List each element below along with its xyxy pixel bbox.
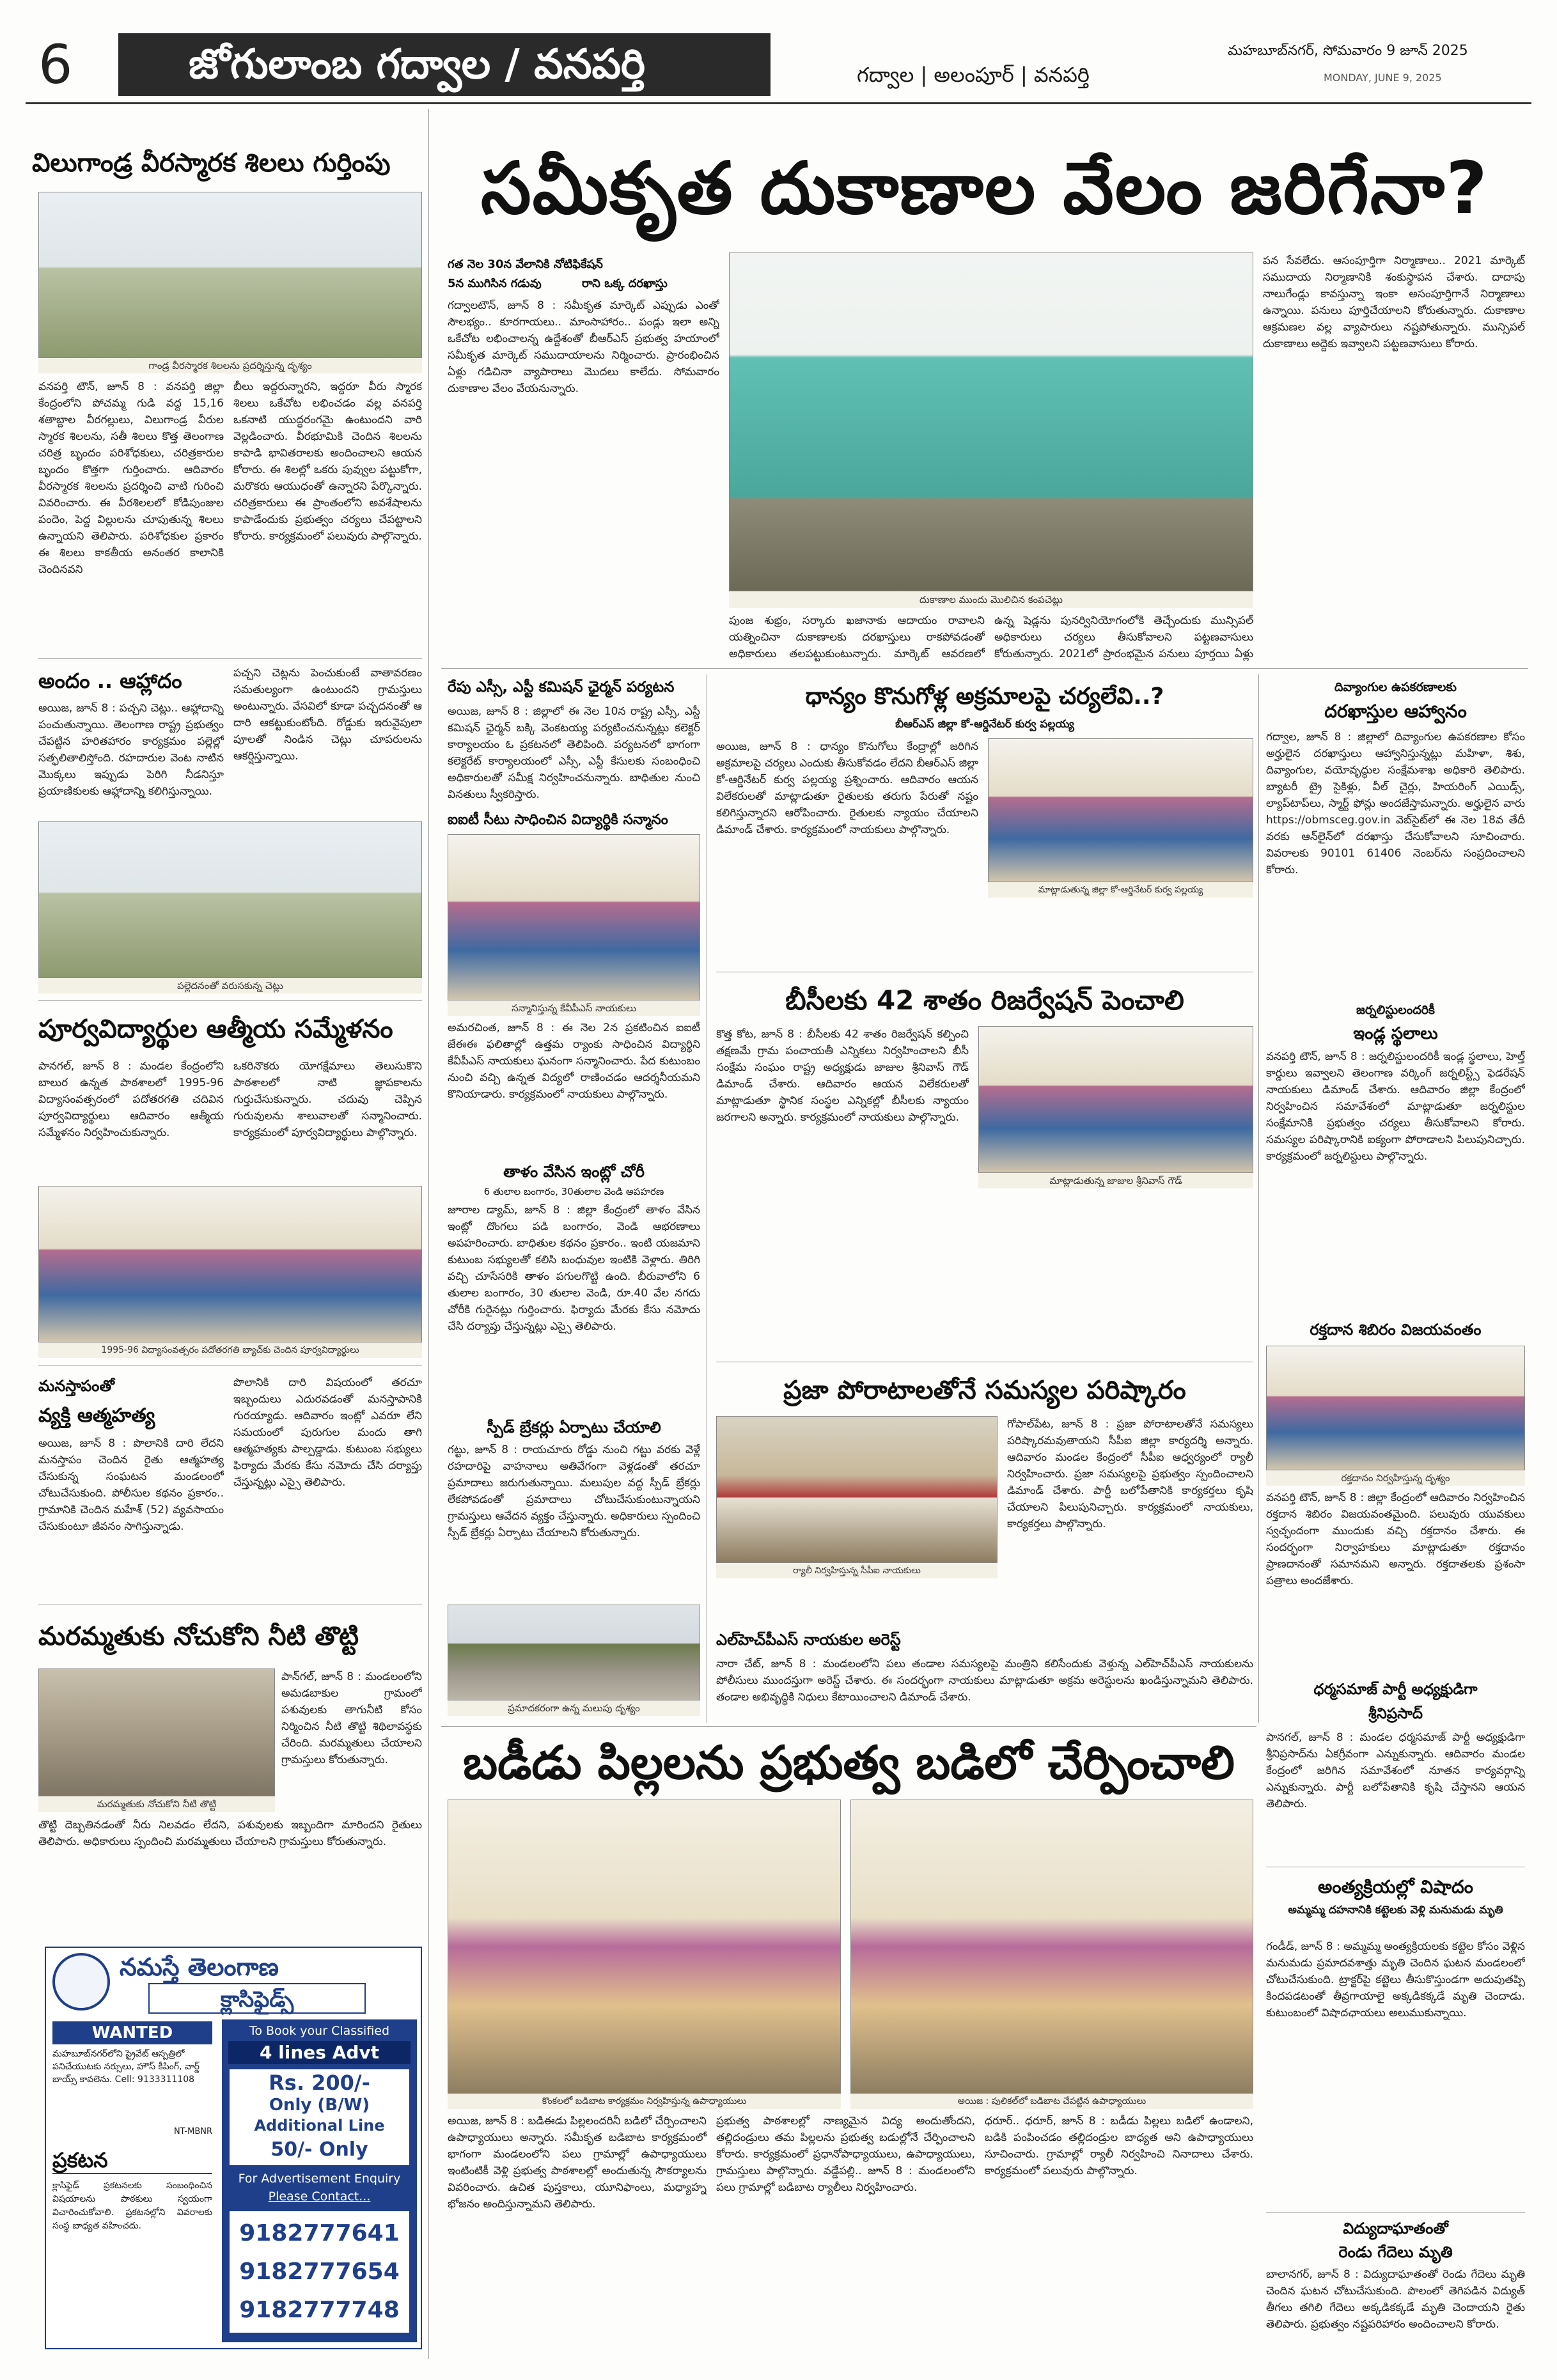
divider	[1258, 674, 1259, 1723]
price-note: Only (B/W)	[269, 2096, 370, 2115]
bc42-caption: మాట్లాడుతున్న జాజుల శ్రీనివాస్ గౌడ్	[978, 1173, 1253, 1188]
electric-headline: విద్యుదాఘాతంతో	[1343, 2220, 1448, 2237]
story4-headline: వ్యక్తి ఆత్మహత్య	[38, 1404, 155, 1427]
story3-col2: ఒకరినొకరు యోగక్షేమాలు తెలుసుకొని పాఠశాలలో నాటి జ్ఞాపకాలను గుర్తుచేసుకున్నారు. చదువు చెప్పిన గురువులను శాలువాలతో సన్మానించారు. కార్యక్రమంలో పూర్వవిద్యార్థులు పాల్గొన్నారు.	[233, 1060, 422, 1139]
subregions: గద్వాల | అలంపూర్ | వనపర్తి	[857, 63, 1090, 87]
story4-col2: పొలానికి దారి విషయంలో తరచూ ఇబ్బందులు ఎదురవడంతో మనస్తాపానికి గురయ్యాడు. ఆదివారం ఇంట్లో ఎవరూ లేని సమయంలో పురుగుల మందు తాగి ఆత్మహత్యకు పాల్పడ్డాడు. కుటుంబ సభ్యులు ఫిర్యాదు మేరకు కేసు నమోదు చేసి దర్యాప్తు చేస్తున్నట్లు ఎస్సై తెలిపారు.	[233, 1376, 422, 1489]
school-col3: ధరూర్.. ధరూర్, జూన్ 8 : బడీడు పిల్లలు బడిలో ఉండాలని, బడికి పంపించడం తల్లిదండ్రుల బాధ్యత అని ఉపాధ్యాయులు సూచించారు. గ్రామాల్లో ర్యాలీ నిర్వహించి నినాదాలు చేశారు. కార్యక్రమంలో పలువురు పాల్గొన్నారు.	[985, 2115, 1253, 2177]
phone-number[interactable]: 9182777654	[239, 2259, 400, 2285]
price-block	[230, 2069, 409, 2165]
story5-caption: మరమ్మతుకు నోచుకోని నీటి తొట్టి	[38, 1796, 275, 1812]
houses-text: వనపర్తి టౌన్, జూన్ 8 : జర్నలిస్టులందరికీ ఇండ్ల స్థలాలు, హెల్త్ కార్డులు ఇవ్వాలని తెలంగాణ వర్కింగ్ జర్నలిస్ట్స్ ఫెడరేషన్ నాయకులు డిమాండ్ చేశారు. ఆదివారం జిల్లా కేంద్రంలో నిర్వహించిన సమావేశంలో మాట్లాడుతూ జర్నలిస్టుల సంక్షేమానికి ప్రభుత్వం చర్యలు తీసుకోవాలని కోరారు. సమస్యల పరిష్కారానికి ఐక్యంగా పోరాడాలని పిలుపునిచ్చారు. కార్యక్రమంలో జర్నలిస్టులు పాల్గొన్నారు.	[1266, 1050, 1525, 1163]
phone-number[interactable]: 9182777641	[239, 2220, 400, 2246]
iit-headline: ఐఐటీ సీటు సాధించిన విద్యార్థికి సన్మానం	[448, 812, 668, 828]
main-headline: సమీకృత దుకాణాల వేలం జరిగేనా?	[480, 147, 1489, 230]
blood-caption: రక్తదానం నిర్వహిస్తున్న దృశ్యం	[1266, 1470, 1525, 1486]
date-english: MONDAY, JUNE 9, 2025	[1324, 72, 1442, 84]
district-title: జోగులాంబ గద్వాల / వనపర్తి	[189, 41, 645, 88]
masthead	[26, 33, 1531, 96]
story5-photo	[38, 1668, 275, 1796]
story2-col1: అయిజ, జూన్ 8 : పచ్చని చెట్లు.. ఆహ్లాదాన్ని పంచుతున్నాయి. తెలంగాణ రాష్ట్ర ప్రభుత్వం చేపట్టిన హరితహారం కార్యక్రమం పల్లెల్లో సత్ఫలితాలిస్తోంది. రహదారుల వెంట నాటిన మొక్కలు ఇప్పుడు పెరిగి నీడనిస్తూ ప్రయాణికులకు ఆహ్లాదాన్ని కలిగిస్తున్నాయి.	[38, 702, 224, 798]
price-additional: Additional Line	[254, 2117, 385, 2135]
school-col2: ప్రభుత్వ పాఠశాలల్లో నాణ్యమైన విద్య అందుతోందని, తల్లిదండ్రులు తమ పిల్లలను ప్రభుత్వ బడుల్లోనే చేర్పించాలని కోరారు. కార్యక్రమంలో ప్రధానోపాధ్యాయులు, ఉపాధ్యాయులు, గ్రామస్తులు పాల్గొన్నారు. వడ్డేపల్లి.. జూన్ 8 : మండలంలోని పలు గ్రామాల్లో బడిబాట ర్యాలీలు నిర్వహించారు.	[716, 2115, 975, 2194]
story3-caption: 1995-96 విద్యాసంవత్సరం పదోతరగతి బ్యాచ్‌కు చెందిన పూర్వవిద్యార్థులు	[38, 1342, 422, 1358]
breakers-photo	[448, 1605, 700, 1700]
enquiry-contact: Please Contact...	[268, 2189, 371, 2204]
disabled-text: గద్వాల, జూన్ 8 : జిల్లాలో దివ్యాంగుల ఉపకరణాల కోసం అర్హులైన దరఖాస్తులు ఆహ్వానిస్తున్నట్లు మహిళా, శిశు, దివ్యాంగుల, వయోవృద్ధుల సంక్షేమశాఖ అధికారి తెలిపారు. బ్యాటరీ ట్రై సైకిళ్లు, వీల్ చైర్లు, హియరింగ్ ఎయిడ్స్, ల్యాప్‌టాప్‌లు, స్మార్ట్ ఫోన్లు అందజేస్తామన్నారు. అర్హులైన వారు https://obmsceg.gov.in వెబ్‌సైట్‌లో ఈ నెల 18వ తేదీ వరకు ఆన్‌లైన్‌లో దరఖాస్తు చేసుకోవాలని సూచించారు. వివరాలకు 90101 61406 నెంబర్‌ను సంప్రదించాలని కోరారు.	[1266, 731, 1525, 876]
story2-caption: పల్లెదనంతో వరుసకున్న చెట్లు	[38, 978, 422, 993]
divider	[441, 1726, 1256, 1727]
notice-text: క్లాసిఫైడ్ ప్రకటనలకు సంబంధించిన విషయాలను పాఠకులు స్వయంగా విచారించుకోవాలి. ప్రకటనల్లోని వివరాలకు సంస్థ బాధ్యత వహించదు.	[52, 2181, 212, 2231]
ad-code: NT-MBNR	[173, 2127, 212, 2136]
lhps-text: నారా చేట్, జూన్ 8 : మండలంలోని పలు తండాల సమస్యలపై మంత్రిని కలిసేందుకు వెళ్తున్న ఎల్‌హెచ్‌పీఎస్ నాయకులను పోలీసులు ముందస్తుగా అరెస్ట్ చేశారు. ఈ సందర్భంగా నాయకులు మాట్లాడుతూ అక్రమ అరెస్టులను ఖండిస్తున్నామని తెలిపారు. తండాల అభివృద్ధికి నిధులు కేటాయించాలని డిమాండ్ చేశారు.	[716, 1658, 1253, 1704]
classifieds-box	[45, 1947, 422, 2349]
classifieds-seal-icon	[52, 1953, 110, 2011]
theft-headline: తాళం వేసిన ఇంట్లో చోరీ	[503, 1163, 645, 1181]
story3-headline: పూర్వవిద్యార్థుల ఆత్మీయ సమ్మేళనం	[38, 1015, 393, 1044]
breakers-headline: స్పీడ్ బ్రేకర్లు ఏర్పాటు చేయాలి	[487, 1419, 661, 1436]
dharma-sub: శ్రీనిప్రసాద్	[1368, 1706, 1423, 1722]
booking-line2: 4 lines Advt	[228, 2041, 411, 2064]
sc-commission-headline: రేపు ఎస్సీ, ఎస్టీ కమిషన్ ఛైర్మన్ పర్యటన	[448, 679, 675, 696]
booking-line1: To Book your Classified	[249, 2024, 390, 2038]
dharma-headline: ధర్మసమాజ్ పార్టీ అధ్యక్షుడిగా	[1313, 1681, 1478, 1698]
price-additional-amount: 50/- Only	[270, 2138, 368, 2161]
houses-headline: ఇండ్ల స్థలాలు	[1353, 1024, 1438, 1043]
story3-col1: పానగల్, జూన్ 8 : మండల కేంద్రంలోని బాలుర ఉన్నత పాఠశాలలో 1995-96 విద్యాసంవత్సరంలో పదోతరగతి చదివిన పూర్వవిద్యార్థులు ఆదివారం ఆత్మీయ సమ్మేళనం నిర్వహించుకున్నారు.	[38, 1060, 224, 1139]
divider	[1266, 2212, 1525, 2213]
main-col1: గద్వాలటౌన్, జూన్ 8 : సమీకృత మార్కెట్ ఎప్పుడు ఎంతో సౌలభ్యం.. కూరగాయలు.. మాంసాహారం.. పండ్లు ఇలా అన్ని ఒకేచోట లభించాలన్న ఉద్దేశంతో బీఆర్‌ఎస్ ప్రభుత్వ హయాంలో సమీకృత మార్కెట్ సముదాయాలను నిర్మించారు. ప్రారంభించిన ఏళ్లు గడిచినా వ్యాపారాలు మొదలు కాలేదు. సోమవారం దుకాణాల వేలం వేయనున్నారు.	[448, 299, 719, 395]
praja-caption: ర్యాలీ నిర్వహిస్తున్న సీపీఐ నాయకులు	[716, 1563, 998, 1578]
left-divider	[428, 109, 429, 2359]
grain-text: అయిజ, జూన్ 8 : ధాన్యం కొనుగోలు కేంద్రాల్లో జరిగిన అక్రమాలపై చర్యలు ఎందుకు తీసుకోవడం లేదని బీఆర్‌ఎస్ జిల్లా కో-ఆర్డినేటర్ కుర్వ పల్లయ్య ప్రశ్నించారు. ఆదివారం ఆయన విలేకరులతో మాట్లాడుతూ రైతులకు తరుగు పేరుతో నష్టం కలిగిస్తున్నారని ఆరోపించారు. రైతులకు న్యాయం చేయాలని డిమాండ్ చేశారు. కార్యక్రమంలో నాయకులు పాల్గొన్నారు.	[716, 740, 978, 836]
electric-sub: రెండు గేదెలు మృతి	[1338, 2243, 1453, 2261]
funeral-headline: అంత్యక్రియల్లో విషాదం	[1318, 1876, 1473, 1897]
masthead-rule	[26, 102, 1531, 104]
main-photo-caption: దుకాణాల ముందు మొలిచిన కంపచెట్లు	[729, 591, 1253, 608]
story4-kicker: మనస్తాపంతో	[38, 1377, 114, 1395]
funeral-sub: అమ్మమ్మ దహనానికి కట్టెలకు వెళ్లి మనుమడు మృతి	[1288, 1904, 1503, 1917]
story2-photo	[38, 821, 422, 978]
story5-headline: మరమ్మతుకు నోచుకోని నీటి తొట్టి	[38, 1622, 359, 1651]
page-number: 6	[38, 33, 73, 96]
bullet-item: రాని ఒక్క దరఖాస్తు	[582, 277, 668, 290]
story1-col2: బీలు ఇద్దరున్నారని, ఇద్దరూ వీరు స్మారక శిలలు ఒకేచోట లభించడం వల్ల వనపర్తి ఒకనాటి యుద్ధరంగమై ఉంటుందని వారి వెల్లడించారు. వీరభూమికి చెందిన శిలలను కాపాడి భావితరాలకు అందించాలని ఆయన కోరారు. ఈ శిలల్లో ఒకరు పువ్వుల పట్టుకోగా, మరొకరు ఆయుధంతో ఉన్నారని పేర్కొన్నారు. చరిత్రకారులు ఈ ప్రాంతంలోని అవశేషాలను కాపాడేందుకు ప్రభుత్వం చర్యలు చేపట్టాలని కోరారు. కార్యక్రమంలో పలువురు పాల్గొన్నారు.	[233, 380, 422, 543]
lhps-headline: ఎల్‌హెచ్‌పీఎస్ నాయకుల అరెస్ట్	[716, 1631, 901, 1649]
blood-headline: రక్తదాన శిబిరం విజయవంతం	[1310, 1321, 1482, 1339]
phone-list	[230, 2211, 409, 2333]
enquiry-label: For Advertisement Enquiry	[238, 2172, 401, 2186]
bullet-item: గత నెల 30న వేలానికి నోటిఫికేషన్	[448, 258, 603, 271]
theft-sub: 6 తులాల బంగారం, 30తులాల వెండి అపహరణ	[483, 1186, 664, 1197]
bc42-photo	[978, 1026, 1253, 1173]
story2-col2: పచ్చని చెట్లను పెంచుకుంటే వాతావరణం సమతుల్యంగా ఉంటుందని గ్రామస్తులు అంటున్నారు. వేసవిలో కూడా పచ్చదనంతో ఆ దారి ఆకట్టుకుంటోంది. రోడ్డుకు ఇరువైపులా పూలతో నిండిన చెట్లు చూపరులను ఆకర్షిస్తున్నాయి.	[233, 667, 422, 763]
notice-title: ప్రకటన	[52, 2146, 212, 2174]
story4-col1: అయిజ, జూన్ 8 : పొలానికి దారి లేదని మనస్తాపం చెందిన రైతు ఆత్మహత్య చేసుకున్న సంఘటన మండలంలో చోటుచేసుకుంది. పోలీసుల కథనం ప్రకారం.. గ్రామానికి చెందిన మహేశ్ (52) వ్యవసాయం చేసుకుంటూ జీవనం సాగిస్తున్నాడు.	[38, 1437, 224, 1533]
electric-text: బాలానగర్, జూన్ 8 : విద్యుదాఘాతంతో రెండు గేదెలు మృతి చెందిన ఘటన చోటుచేసుకుంది. పొలంలో తెగిపడిన విద్యుత్ తీగలు తగిలి గేదెలు అక్కడికక్కడే మృతి చెందాయని రైతు తెలిపారు. ప్రభుత్వం నష్టపరిహారం అందించాలని కోరారు.	[1266, 2268, 1525, 2331]
divider	[441, 668, 1528, 669]
classifieds-brand: నమస్తే తెలంగాణ	[120, 1953, 279, 1981]
main-photo	[729, 253, 1253, 591]
divider	[38, 1000, 422, 1001]
iit-text: అమరచింత, జూన్ 8 : ఈ నెల 2న ప్రకటించిన ఐఐటీ జేఈఈ ఫలితాల్లో ఉత్తమ ర్యాంకు సాధించిన విద్యార్థిని కేవీపీఎస్ నాయకులు ఘనంగా సన్మానించారు. పేద కుటుంబం నుంచి వచ్చి ఉన్నత విద్యలో రాణించడం ఆదర్శనీయమని కొనియాడారు. కార్యక్రమంలో నాయకులు పాల్గొన్నారు.	[448, 1022, 700, 1101]
bullet-item: 5న ముగిసిన గడువు	[448, 277, 542, 290]
breakers-text: గట్టు, జూన్ 8 : రాయచూరు రోడ్డు నుంచి గట్టు వరకు వెళ్లే రహదారిపై వాహనాలు అతివేగంగా వెళ్లడంతో తరచూ ప్రమాదాలు జరుగుతున్నాయి. మలుపుల వద్ద స్పీడ్ బ్రేకర్లు లేకపోవడంతో ప్రమాదాలు చోటుచేసుకుంటున్నాయని గ్రామస్తులు ఆవేదన వ్యక్తం చేస్తున్నారు. అధికారులు స్పందించి స్పీడ్ బ్రేకర్లు ఏర్పాటు చేయాలని కోరుతున్నారు.	[448, 1443, 700, 1539]
price-amount: Rs. 200/-	[269, 2071, 370, 2095]
main-col2: పుంజ శుభ్రం, సర్కారు ఖజానాకు ఆదాయం రావాలని యత్నించినా దుకాణాలకు దరఖాస్తులు రాకపోవడంతో అధికారులు తలపట్టుకుంటున్నారు. మార్కెట్ ఆవరణలో	[729, 614, 985, 660]
story5-col2: తొట్టి దెబ్బతినడంతో నీరు నిలవడం లేదని, పశువులకు ఇబ్బందిగా మారిందని రైతులు తెలిపారు. అధికారులు స్పందించి మరమ్మతులు చేయాలని గ్రామస్తులు కోరుతున్నారు.	[38, 1819, 422, 1848]
school-col1: అయిజ, జూన్ 8 : బడిఈడు పిల్లలందరినీ బడిలో చేర్పించాలని ఉపాధ్యాయులు అన్నారు. సమీకృత బడిబాట కార్యక్రమంలో భాగంగా మండలంలోని పలు గ్రామాల్లో ఉపాధ్యాయులు ఇంటింటికీ వెళ్లి ప్రభుత్వ పాఠశాలల్లో అందుతున్న సౌకర్యాలను వివరించారు. ఉచిత పుస్తకాలు, యూనిఫాంలు, మధ్యాహ్న భోజనం అందిస్తున్నామని తెలిపారు.	[448, 2115, 707, 2211]
school-caption-2: అయిజ : పులికల్‌లో బడిబాట చేపట్టిన ఉపాధ్యాయులు	[850, 2094, 1253, 2109]
disabled-headline: దరఖాస్తుల ఆహ్వానం	[1324, 701, 1467, 722]
school-photo-2	[850, 1800, 1253, 2094]
disabled-kicker: దివ్యాంగుల ఉపకరణాలకు	[1334, 680, 1457, 694]
bc42-headline: బీసీలకు 42 శాతం రిజర్వేషన్ పెంచాలి	[785, 984, 1184, 1016]
grain-byline: బీఆర్‌ఎస్ జిల్లా కో-ఆర్డినేటర్ కుర్వ పల్లయ్య	[895, 718, 1074, 731]
grain-caption: మాట్లాడుతున్న జిల్లా కో-ఆర్డినేటర్ కుర్వ పల్లయ్య	[988, 882, 1253, 898]
classifieds-brand-sub: క్లాసిఫైడ్స్	[148, 1983, 366, 2014]
dharma-text: పానగల్, జూన్ 8 : మండల ధర్మసమాజ్ పార్టీ అధ్యక్షుడిగా శ్రీనిప్రసాద్‌ను ఏకగ్రీవంగా ఎన్నుకున్నారు. ఆదివారం మండల కేంద్రంలో జరిగిన సమావేశంలో నూతన కార్యవర్గాన్ని ఎన్నుకున్నారు. పార్టీ బలోపేతానికి కృషి చేస్తానని ఆయన తెలిపారు.	[1266, 1731, 1525, 1810]
school-caption-1: కొంకలలో బడిబాట కార్యక్రమం నిర్వహిస్తున్న ఉపాధ్యాయులు	[448, 2094, 841, 2109]
bc42-text: కొత్త కోట, జూన్ 8 : బీసీలకు 42 శాతం రిజర్వేషన్ కల్పించి తక్షణమే గ్రామ పంచాయతీ ఎన్నికలు నిర్వహించాలని బీసీ సంక్షేమ సంఘం రాష్ట్ర అధ్యక్షుడు జాజుల శ్రీనివాస్ గౌడ్ డిమాండ్ చేశారు. ఆదివారం ఆయన విలేకరులతో మాట్లాడుతూ స్థానిక సంస్థల ఎన్నికల్లో బీసీలకు న్యాయం జరగాలని అన్నారు. కార్యక్రమంలో నాయకులు పాల్గొన్నారు.	[716, 1028, 969, 1124]
story1-headline: విలుగాండ్ర వీరస్మారక శిలలు గుర్తింపు	[32, 148, 391, 178]
grain-headline: ధాన్యం కొనుగోళ్ల అక్రమాలపై చర్యలేవి..?	[805, 683, 1164, 710]
praja-headline: ప్రజా పోరాటాలతోనే సమస్యల పరిష్కారం	[783, 1376, 1186, 1405]
story5-col1: పాన్‌గల్, జూన్ 8 : మండలంలోని అమడబాకుల గ్రామంలో పశువులకు తాగునీటి కోసం నిర్మించిన నీటి తొట్టి శిథిలావస్థకు చేరింది. మరమ్మతులు చేయాలని గ్రామస్తులు కోరుతున్నారు.	[281, 1670, 422, 1766]
story2-headline: అందం .. ఆహ్లాదం	[38, 669, 182, 693]
story3-photo	[38, 1186, 422, 1342]
wanted-label: WANTED	[52, 2021, 212, 2044]
iit-caption: సన్మానిస్తున్న కేవీపీఎస్ నాయకులు	[448, 1000, 700, 1016]
funeral-text: గండీడ్, జూన్ 8 : అమ్మమ్మ అంత్యక్రియలకు కట్టెల కోసం వెళ్లిన మనుమడు ప్రమాదవశాత్తు మృతి చెందిన ఘటన మండలంలో చోటుచేసుకుంది. ట్రాక్టర్‌పై కట్టెలు తీసుకొస్తుండగా అదుపుతప్పి కిందపడటంతో తీవ్రగాయాలై అక్కడికక్కడే మృతి చెందాడు. కుటుంబంలో విషాదఛాయలు అలుముకున్నాయి.	[1266, 1940, 1525, 2019]
school-headline: బడీడు పిల్లలను ప్రభుత్వ బడిలో చేర్పించాలి	[463, 1736, 1235, 1789]
main-col3: ఉన్న షెడ్లను పునర్వినియోగంలోకి తెచ్చేందుకు మున్సిపల్ అధికారులు చర్యలు తీసుకోవాలని పట్టణవాసులు కోరుతున్నారు. 2021లో ప్రారంభమైన పనులు పూర్తయి ఏళ్లు	[994, 614, 1253, 660]
houses-kicker: జర్నలిస్టులందరికీ	[1356, 1003, 1435, 1017]
main-col4: పన సేవలేదు. ఆసంపూర్తిగా నిర్మాణాలు.. 2021 మార్కెట్ సముదాయ నిర్మాణానికి శంకుస్థాపన చేశారు. దాదాపు నాలుగేండ్లు కావస్తున్నా ఇంకా అసంపూర్తిగానే నిర్మాణాలు ఉన్నాయి. పనులు పూర్తిచేయాలని కోరుతున్నారు. దుకాణాల ఆక్రమణల వల్ల వ్యాపారులు నష్టపోతున్నారు. మున్సిపల్ దుకాణాలు అద్దెకు ఇవ్వాలని పట్టణవాసులు కోరారు.	[1263, 254, 1525, 350]
grain-photo	[988, 738, 1253, 882]
praja-text: గోపాల్‌పేట, జూన్ 8 : ప్రజా పోరాటాలతోనే సమస్యలు పరిష్కారమవుతాయని సీపీఐ జిల్లా కార్యదర్శి అన్నారు. ఆదివారం మండల కేంద్రంలో సీపీఐ ఆధ్వర్యంలో ర్యాలీ నిర్వహించారు. ప్రజా సమస్యలపై ప్రభుత్వం స్పందించాలని డిమాండ్ చేశారు. పార్టీ బలోపేతానికి కార్యకర్తలు కృషి చేయాలని పిలుపునిచ్చారు. కార్యక్రమంలో నాయకులు, కార్యకర్తలు పాల్గొన్నారు.	[1007, 1418, 1253, 1530]
story1-col1: వనపర్తి టౌన్, జూన్ 8 : వనపర్తి జిల్లా కేంద్రంలోని పోచమ్మ గుడి వద్ద 15,16 శతాబ్దాల వీరగల్లులు, విలుగాండ్ర వీరుల స్మారక శిలలను, సతీ శిలలు కొత్త తెలంగాణ చరిత్ర బృందం పరిశోధకులు, చరిత్రకారుల బృందం కొత్తగా గుర్తించారు. ఆదివారం వీరస్మారక శిలలను ప్రదర్శించి వాటి గురించి వివరించారు. ఈ వీరశిలలలో కోడిపుంజుల పందెం, పెద్ద విల్లులను చూపుతున్న శిలలు ఉన్నాయని తెలిపారు. పరిశోధకుల ప్రకారం ఈ శిలలు కాకతీయ అనంతర కాలానికి చెందినవని	[38, 380, 224, 576]
blood-text: వనపర్తి టౌన్, జూన్ 8 : జిల్లా కేంద్రంలో ఆదివారం నిర్వహించిన రక్తదాన శిబిరం విజయవంతమైంది. పలువురు యువకులు స్వచ్ఛందంగా ముందుకు వచ్చి రక్తదానం చేశారు. ఈ సందర్భంగా నిర్వాహకులు మాట్లాడుతూ రక్తదానం ప్రాణదానంతో సమానమని అన్నారు. రక్తదాతలకు ప్రశంసా పత్రాలు అందజేశారు.	[1266, 1491, 1525, 1587]
divider	[38, 658, 422, 659]
school-photo-1	[448, 1800, 841, 2094]
story1-caption: గాండ్ర వీరస్మారక శిలలను ప్రదర్శిస్తున్న దృశ్యం	[38, 358, 422, 373]
story1-photo	[38, 192, 422, 358]
blood-photo	[1266, 1346, 1525, 1470]
theft-text: జూరాల డ్యామ్, జూన్ 8 : జిల్లా కేంద్రంలో తాళం వేసిన ఇంట్లో దొంగలు పడి బంగారం, వెండి ఆభరణాలు అపహరించారు. బాధితుల కథనం ప్రకారం.. ఇంటి యజమాని కుటుంబ సభ్యులతో కలిసి బంధువుల ఇంటికి వెళ్లారు. తిరిగి వచ్చి చూసేసరికి తాళం పగులగొట్టి ఉంది. బీరువాలోని 6 తులాల బంగారం, 30 తులాల వెండి, రూ.40 వేల నగదు చోరీకి గురైనట్లు గుర్తించారు. ఫిర్యాదు మేరకు కేసు నమోదు చేసి దర్యాప్తు చేస్తున్నట్లు ఎస్సై తెలిపారు.	[448, 1204, 700, 1333]
date-telugu: మహబూబ్‌నగర్, సోమవారం 9 జూన్ 2025	[1228, 43, 1468, 59]
breakers-caption: ప్రమాదకరంగా ఉన్న మలుపు దృశ్యం	[448, 1700, 700, 1716]
district-banner	[118, 33, 771, 96]
phone-number[interactable]: 9182777748	[239, 2297, 400, 2323]
wanted-text: మహబూబ్‌నగర్‌లోని ప్రైవేట్ ఆస్పత్రిలో పనిచేయుటకు నర్సులు, హౌస్ కీపింగ్, వార్డ్ బాయ్స్ కావలెను. Cell: 9133311108	[52, 2049, 200, 2085]
iit-photo	[448, 834, 700, 1000]
praja-photo	[716, 1416, 998, 1563]
booking-panel	[222, 2019, 417, 2342]
sc-commission-text: అయిజ, జూన్ 8 : జిల్లాలో ఈ నెల 10న రాష్ట్ర ఎస్సీ, ఎస్టీ కమిషన్ ఛైర్మన్ బక్కి వెంకటయ్య పర్యటించనున్నట్లు కలెక్టర్ కార్యాలయం ఓ ప్రకటనలో తెలిపింది. పర్యటనలో భాగంగా కలెక్టరేట్ కార్యాలయంలో ఎస్సీ, ఎస్టీ కేసులకు సంబంధించి అధికారులతో సమీక్ష నిర్వహించనున్నారు. బాధితుల నుంచి వినతులు స్వీకరిస్తారు.	[448, 705, 700, 801]
